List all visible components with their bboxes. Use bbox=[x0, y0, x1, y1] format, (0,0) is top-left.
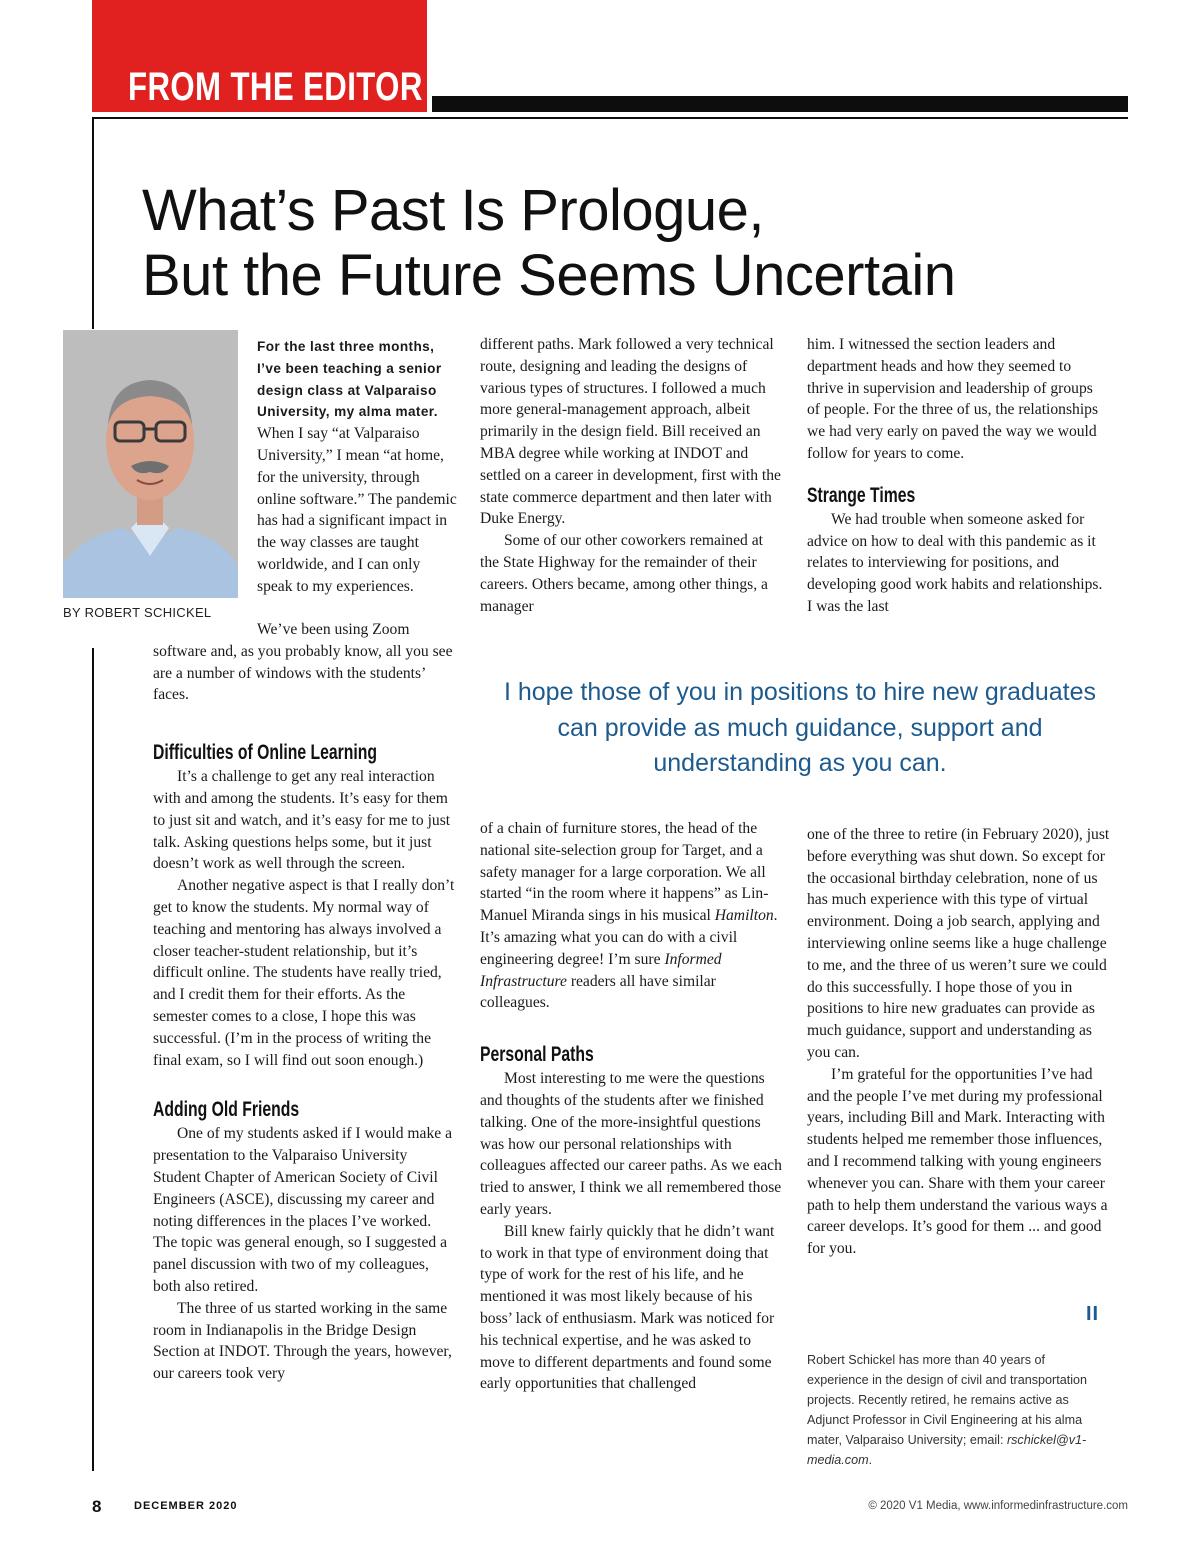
col3-lower-paragraph-2: I’m grateful for the opportunities I’ve had and the people I’ve met during my professional years, including Bill and Mark. Interacting with students helped me remember those influences, and I recommend talking with young engineers whenever you can. Share with them your career path to help them understand the various ways a career develops. It’s good for them ... and good for you. bbox=[807, 1065, 1108, 1258]
col2-paragraph-1: different paths. Mark followed a very technical route, designing and leading the designs of various types of structures. I followed a much more general-management approach, albeit primarily in the design field. Bill received an MBA degree while working at INDOT and settled on a career in development, first with the state commerce department and then later with Duke Energy. bbox=[480, 336, 781, 528]
column-1-lower bbox=[153, 619, 457, 1385]
intro-paragraph bbox=[257, 336, 457, 598]
column-1-upper bbox=[257, 336, 457, 598]
column-2-upper bbox=[480, 334, 782, 617]
header-rule bbox=[432, 96, 1128, 112]
subhead-strange-times: Strange Times bbox=[807, 483, 916, 507]
page-number: 8 bbox=[92, 1497, 102, 1516]
copyright: © 2020 V1 Media, www.informedinfrastructure.com bbox=[868, 1500, 1128, 1512]
col3-lower-paragraph-1: one of the three to retire (in February 2020), just before everything was shut down. So except for the occasional birthday celebration, none of us has much experience with this type of virtual environment. Doing a job search, applying and interviewing online seems like a huge challenge to me, and the three of us weren’t sure we could do this successfully. I hope those of you in positions to hire new graduates can provide as much guidance, support and understanding as you can. bbox=[807, 826, 1110, 1061]
col2-lower-paragraph-1: of a chain of furniture stores, the head of the national site-selection group for Target, and a safety manager for a large corporation. We all started “in the room where it happens” as Lin-Manuel Miranda sings in his musical Hamilton. It’s amazing what you can do with a civil engineering degree! I’m sure Informed Infrastructure readers all have similar colleagues. bbox=[480, 820, 778, 1012]
article-title bbox=[142, 178, 1092, 308]
subhead-personal-paths: Personal Paths bbox=[480, 1043, 594, 1067]
subhead-difficulties: Difficulties of Online Learning bbox=[153, 741, 378, 765]
personal-paragraph-2: Bill knew fairly quickly that he didn’t want to work in that type of environment doing that type of work for the rest of his life, and he mentioned it was most likely because of his boss’ lack of enthusiasm. Mark was noticed for his technical expertise, and he was asked to move to different departments and found some early opportunities that challenged bbox=[480, 1222, 775, 1393]
left-border-rule-lower bbox=[92, 648, 94, 1471]
byline: BY ROBERT SCHICKEL bbox=[63, 605, 212, 620]
difficulties-paragraph-1: It’s a challenge to get any real interaction with and among the students. It’s easy for them to just sit and watch, and it’s easy for me to just talk. Asking questions helps some, but it just doesn’t work as well through the screen. bbox=[153, 768, 451, 873]
lead-text: For the last three months, I’ve been teaching a senior design class at Valparaiso University, my alma mater. bbox=[257, 339, 442, 420]
author-bio: Robert Schickel has more than 40 years of experience in the design of civil and transportation projects. Recently retired, he remains active as Adjunct Professor in Civil Engineering at his alma mater, Valparaiso University; email: rschickel@v1-media.com. bbox=[807, 1353, 1088, 1467]
section-label: FROM THE EDITOR bbox=[128, 65, 423, 109]
title-line-1: What’s Past Is Prologue, bbox=[142, 178, 765, 243]
magazine-title: Informed Infrastructure bbox=[480, 950, 722, 990]
intro-paragraph-2: We’ve been using Zoom software and, as you probably know, all you see are a number of windows with the students’ faces. bbox=[153, 621, 453, 704]
issue-date: DECEMBER 2020 bbox=[134, 1500, 238, 1512]
col3-paragraph-1: him. I witnessed the section leaders and department heads and how they seemed to thrive in supervision and leadership of groups of people. For the three of us, the relationships we had very early on paved the way we would follow for years to come. bbox=[807, 336, 1099, 462]
column-3-lower bbox=[807, 824, 1111, 1260]
col2-paragraph-2: Some of our other coworkers remained at the State Highway for the remainder of their careers. Others became, among other things, a manager bbox=[480, 532, 768, 615]
musical-title: Hamilton bbox=[714, 907, 774, 925]
column-2-lower bbox=[480, 818, 782, 1395]
left-border-rule bbox=[92, 117, 94, 329]
author-email: rschickel@v1-media.com bbox=[807, 1433, 1087, 1467]
adding-paragraph-2: The three of us started working in the same room in Indianapolis in the Bridge Design Section at INDOT. Through the years, however, our careers took very bbox=[153, 1299, 452, 1383]
difficulties-paragraph-2: Another negative aspect is that I really don’t get to know the students. My normal way of teaching and mentoring has always involved a closer teacher-student relationship, but it’s difficult online. The students have really tried, and I credit them for their efforts. As the semester comes to a close, I hope this was successful. (I’m in the process of writing the final exam, so I will find out soon enough.) bbox=[153, 877, 455, 1069]
title-line-2: But the Future Seems Uncertain bbox=[142, 243, 956, 308]
subhead-adding: Adding Old Friends bbox=[153, 1098, 300, 1122]
column-3-upper bbox=[807, 334, 1109, 618]
adding-paragraph-1: One of my students asked if I would make a presentation to the Valparaiso University Student Chapter of American Society of Civil Engineers (ASCE), discussing my career and noting differences in the places I’ve worked. The topic was general enough, so I suggested a panel discussion with two of my colleagues, both also retired. bbox=[153, 1125, 452, 1295]
intro-text: When I say “at Valparaiso University,” I mean “at home, for the university, through online software.” The pandemic has had a significant impact in the way classes are taught worldwide, and I can only speak to my experiences. bbox=[257, 425, 457, 595]
author-photo bbox=[63, 330, 238, 598]
header-thin-rule bbox=[92, 117, 1128, 119]
end-mark-icon: II bbox=[1086, 1303, 1100, 1325]
pull-quote: I hope those of you in positions to hire new graduates can provide as much guidance, support and understanding as you can. bbox=[503, 678, 1097, 777]
personal-paragraph-1: Most interesting to me were the questions and thoughts of the students after we finished talking. One of the more-insightful questions was how our personal relationships with colleagues affected our career paths. As we each tried to answer, I think we all remembered those early years. bbox=[480, 1070, 782, 1218]
strange-paragraph-1: We had trouble when someone asked for advice on how to deal with this pandemic as it relates to interviewing for positions, and developing good work habits and relationships. I was the last bbox=[807, 510, 1103, 615]
